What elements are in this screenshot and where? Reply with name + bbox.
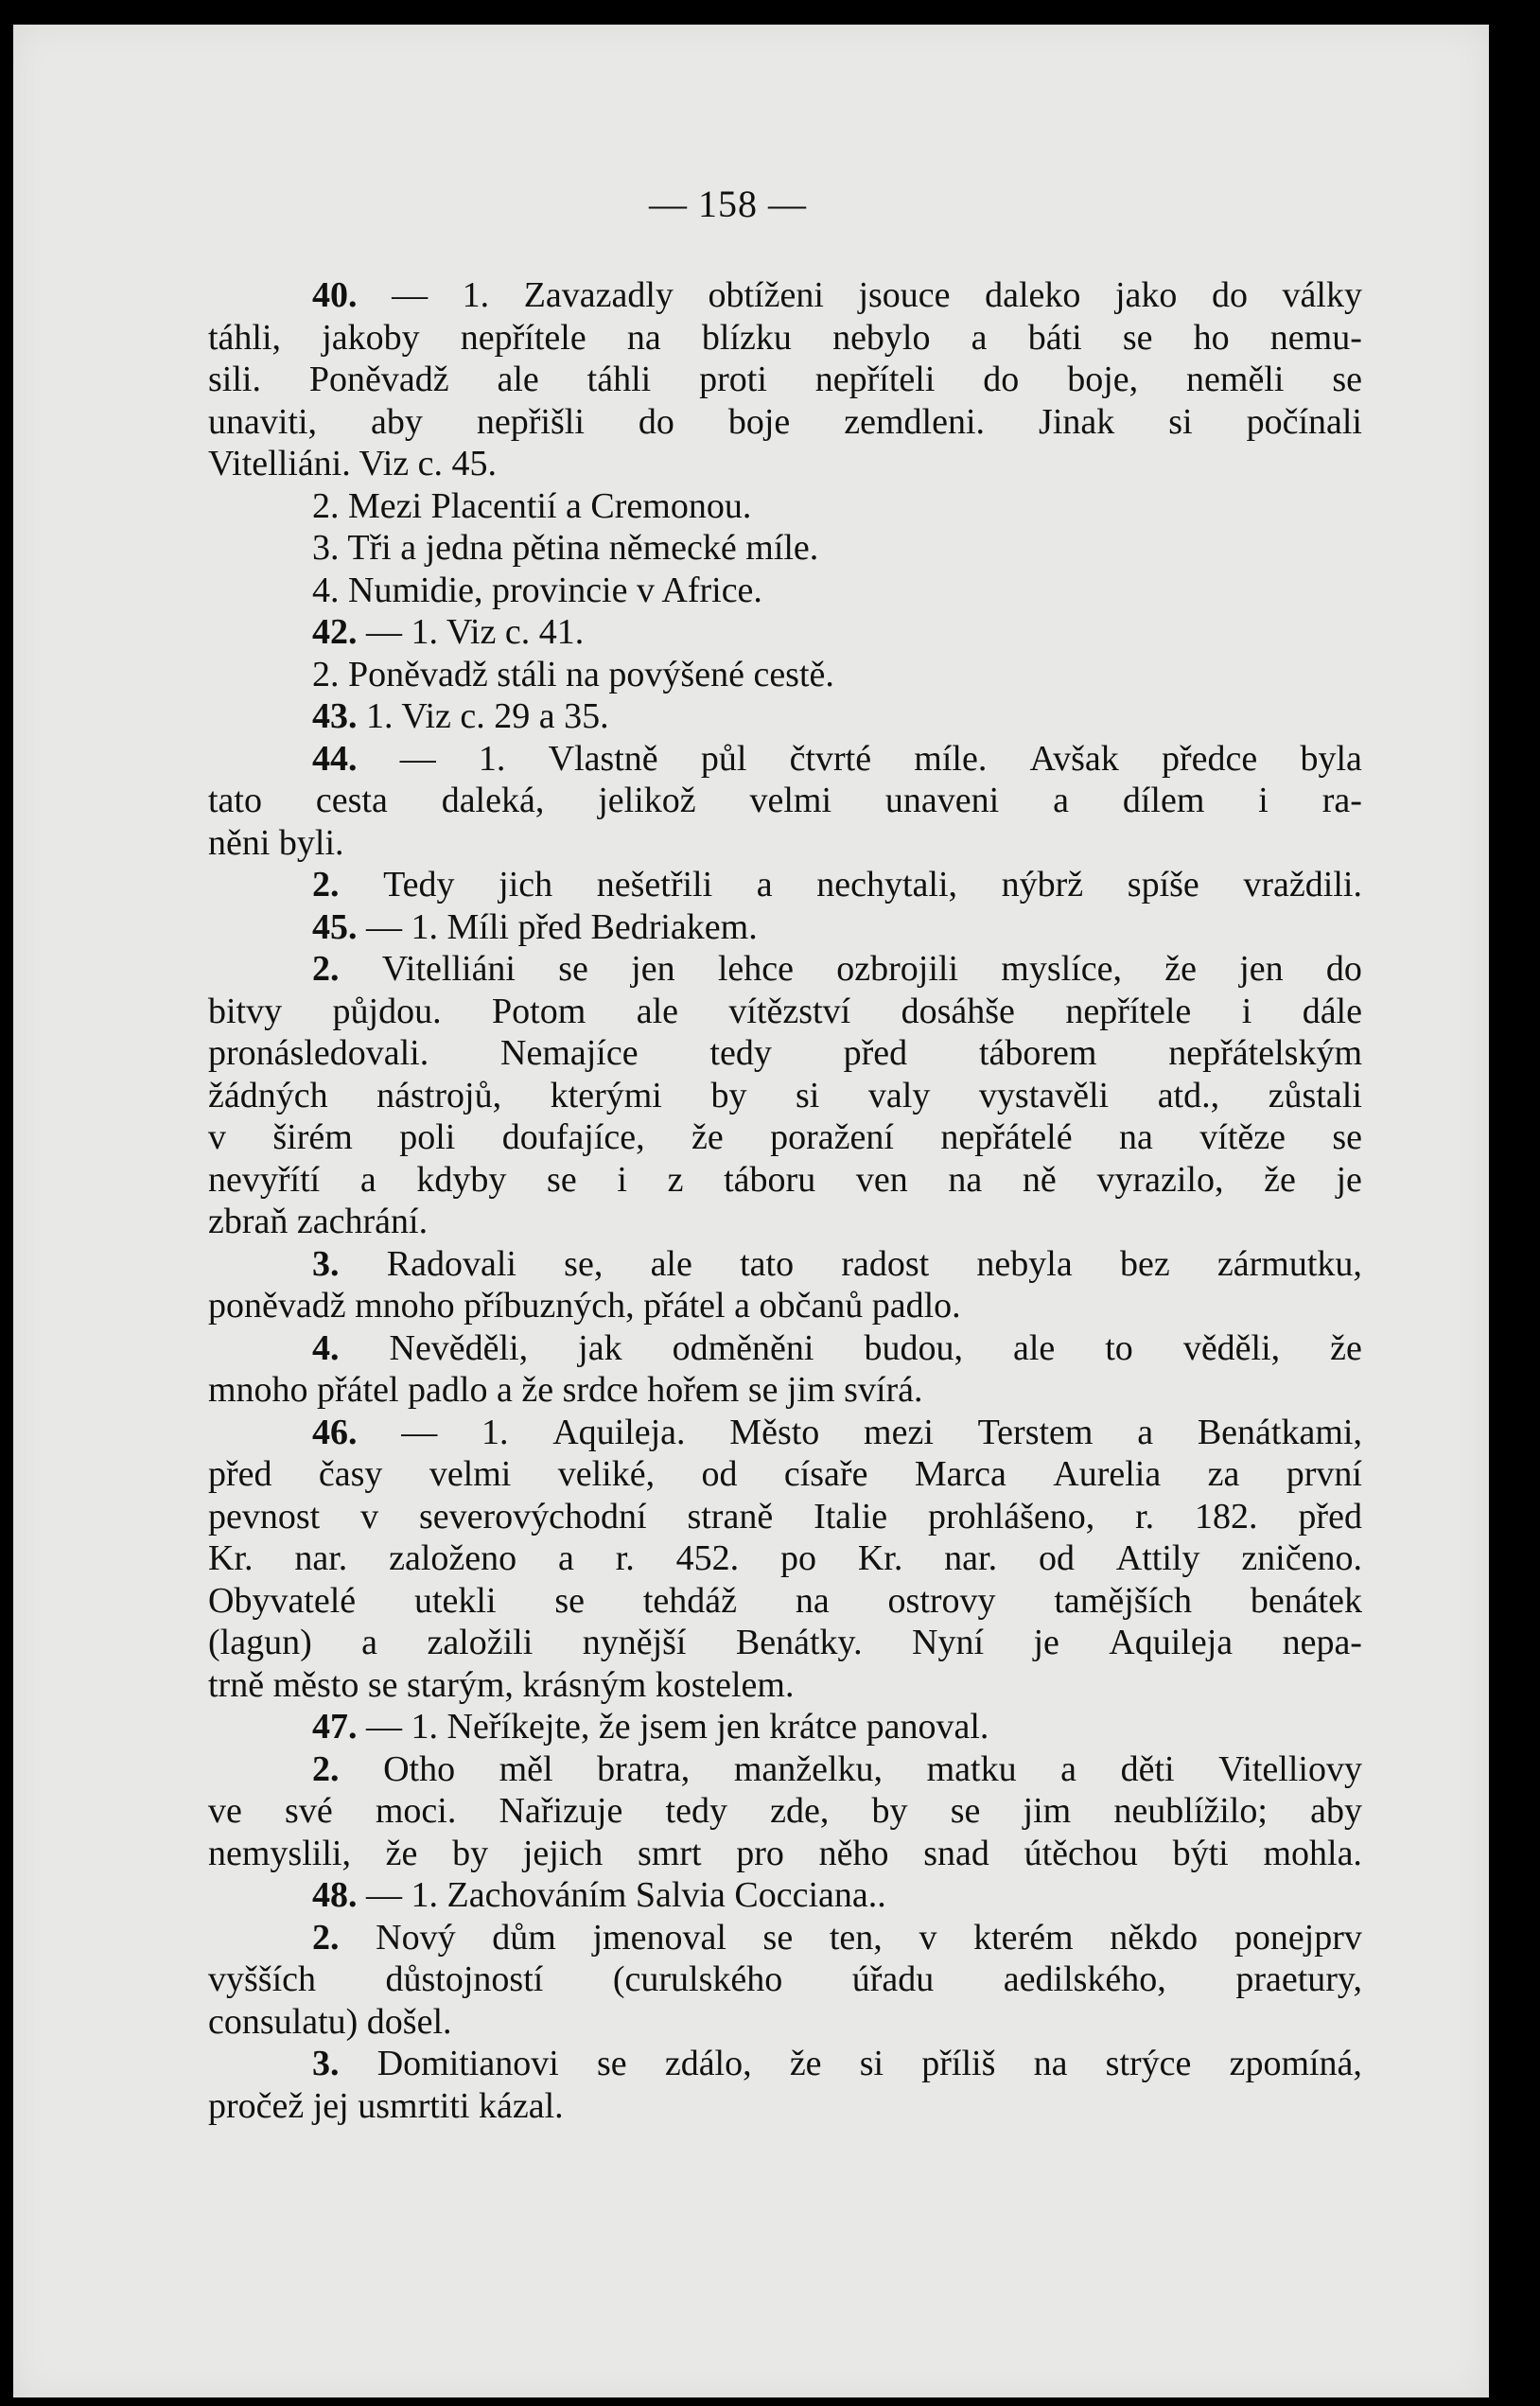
text-line: tato cesta daleká, jelikož velmi unaveni a dílem i ra- xyxy=(208,781,1362,820)
text-line: Vitelliáni. Viz c. 45. xyxy=(208,444,498,483)
text-line: Kr. nar. založeno a r. 452. po Kr. nar. od Attily zničeno. xyxy=(208,1538,1362,1578)
text-line: 3. Domitianovi se zdálo, že si příliš na strýce zpomíná, xyxy=(312,2044,1362,2083)
text-line: 43. 1. Viz c. 29 a 35. xyxy=(312,696,609,736)
text-line: před časy velmi veliké, od císaře Marca Aurelia za první xyxy=(208,1454,1362,1494)
text-line: 2. Vitelliáni se jen lehce ozbrojili myslíce, že jen do xyxy=(312,949,1362,989)
text-line: 2. Nový dům jmenoval se ten, v kterém někdo ponejprv xyxy=(312,1917,1362,1958)
text-line: pronásledovali. Nemajíce tedy před táborem nepřátelským xyxy=(208,1033,1362,1073)
text-line: 47. — 1. Neříkejte, že jsem jen krátce panoval. xyxy=(312,1707,989,1747)
text-line: 40. — 1. Zavazadly obtíženi jsouce daleko jako do války xyxy=(312,275,1362,315)
text-line: nevyřítí a kdyby se i z táboru ven na ně vyrazilo, že je xyxy=(208,1159,1362,1200)
text-line: 2. Tedy jich nešetřili a nechytali, nýbrž spíše vraždili. xyxy=(312,865,1362,904)
text-line: žádných nástrojů, kterými by si valy vystavěli atd., zůstali xyxy=(208,1075,1362,1115)
text-line: 48. — 1. Zachováním Salvia Cocciana.. xyxy=(312,1875,886,1915)
text-line: consulatu) došel. xyxy=(208,2001,452,2042)
text-line: 3. Radovali se, ale tato radost nebyla bez zármutku, xyxy=(312,1243,1362,1284)
text-line: mnoho přátel padlo a že srdce hořem se jim svírá. xyxy=(208,1370,923,1410)
text-line: pročež jej usmrtiti kázal. xyxy=(208,2085,564,2126)
scan-border xyxy=(1489,9,1540,2406)
text-line: 4. Numidie, provincie v Africe. xyxy=(312,570,762,610)
text-line: 45. — 1. Míli před Bedriakem. xyxy=(312,906,758,947)
text-line: (lagun) a založili nynější Benátky. Nyní je Aquileja nepa- xyxy=(208,1623,1362,1662)
text-line: ve své moci. Nařizuje tedy zde, by se jim neublížilo; aby xyxy=(208,1791,1362,1831)
text-line: zbraň zachrání. xyxy=(208,1202,429,1241)
page-number: — 158 — xyxy=(649,183,807,225)
text-line: vyšších důstojností (curulského úřadu aedilského, praetury, xyxy=(208,1959,1362,1999)
text-line: nemyslili, že by jejich smrt pro něho snad útěchou býti mohla. xyxy=(208,1833,1362,1873)
text-line: unaviti, aby nepřišli do boje zemdleni. Jinak si počínali xyxy=(208,401,1362,442)
text-line: 4. Nevěděli, jak odměněni budou, ale to věděli, že xyxy=(312,1327,1362,1368)
text-line: sili. Poněvadž ale táhli proti nepříteli do boje, neměli se xyxy=(208,360,1362,399)
text-line: 42. — 1. Viz c. 41. xyxy=(312,612,585,652)
page-text xyxy=(208,274,1362,2127)
text-line: 2. Mezi Placentií a Cremonou. xyxy=(312,485,752,526)
text-line: 2. Otho měl bratra, manželku, matku a děti Vitelliovy xyxy=(312,1748,1362,1789)
text-line: 44. — 1. Vlastně půl čtvrté míle. Avšak předce byla xyxy=(312,738,1362,779)
text-line: v širém poli doufajíce, že poražení nepřátelé na vítěze se xyxy=(208,1117,1362,1157)
text-line: bitvy půjdou. Potom ale vítězství dosáhše nepřítele i dále xyxy=(208,991,1362,1031)
text-line: pevnost v severovýchodní straně Italie prohlášeno, r. 182. před xyxy=(208,1496,1362,1537)
text-line: táhli, jakoby nepřítele na blízku nebylo a báti se ho nemu- xyxy=(208,317,1362,358)
text-line: trně město se starým, krásným kostelem. xyxy=(208,1664,795,1705)
text-line: 46. — 1. Aquileja. Město mezi Terstem a Benátkami, xyxy=(312,1412,1362,1452)
text-line: 3. Tři a jedna pětina německé míle. xyxy=(312,528,819,568)
text-line: něni byli. xyxy=(208,822,344,863)
text-line: poněvadž mnoho příbuzných, přátel a občanů padlo. xyxy=(208,1286,961,1326)
text-line: Obyvatelé utekli se tehdáž na ostrovy tamějších benátek xyxy=(208,1580,1362,1621)
text-line: 2. Poněvadž stáli na povýšené cestě. xyxy=(312,654,834,694)
